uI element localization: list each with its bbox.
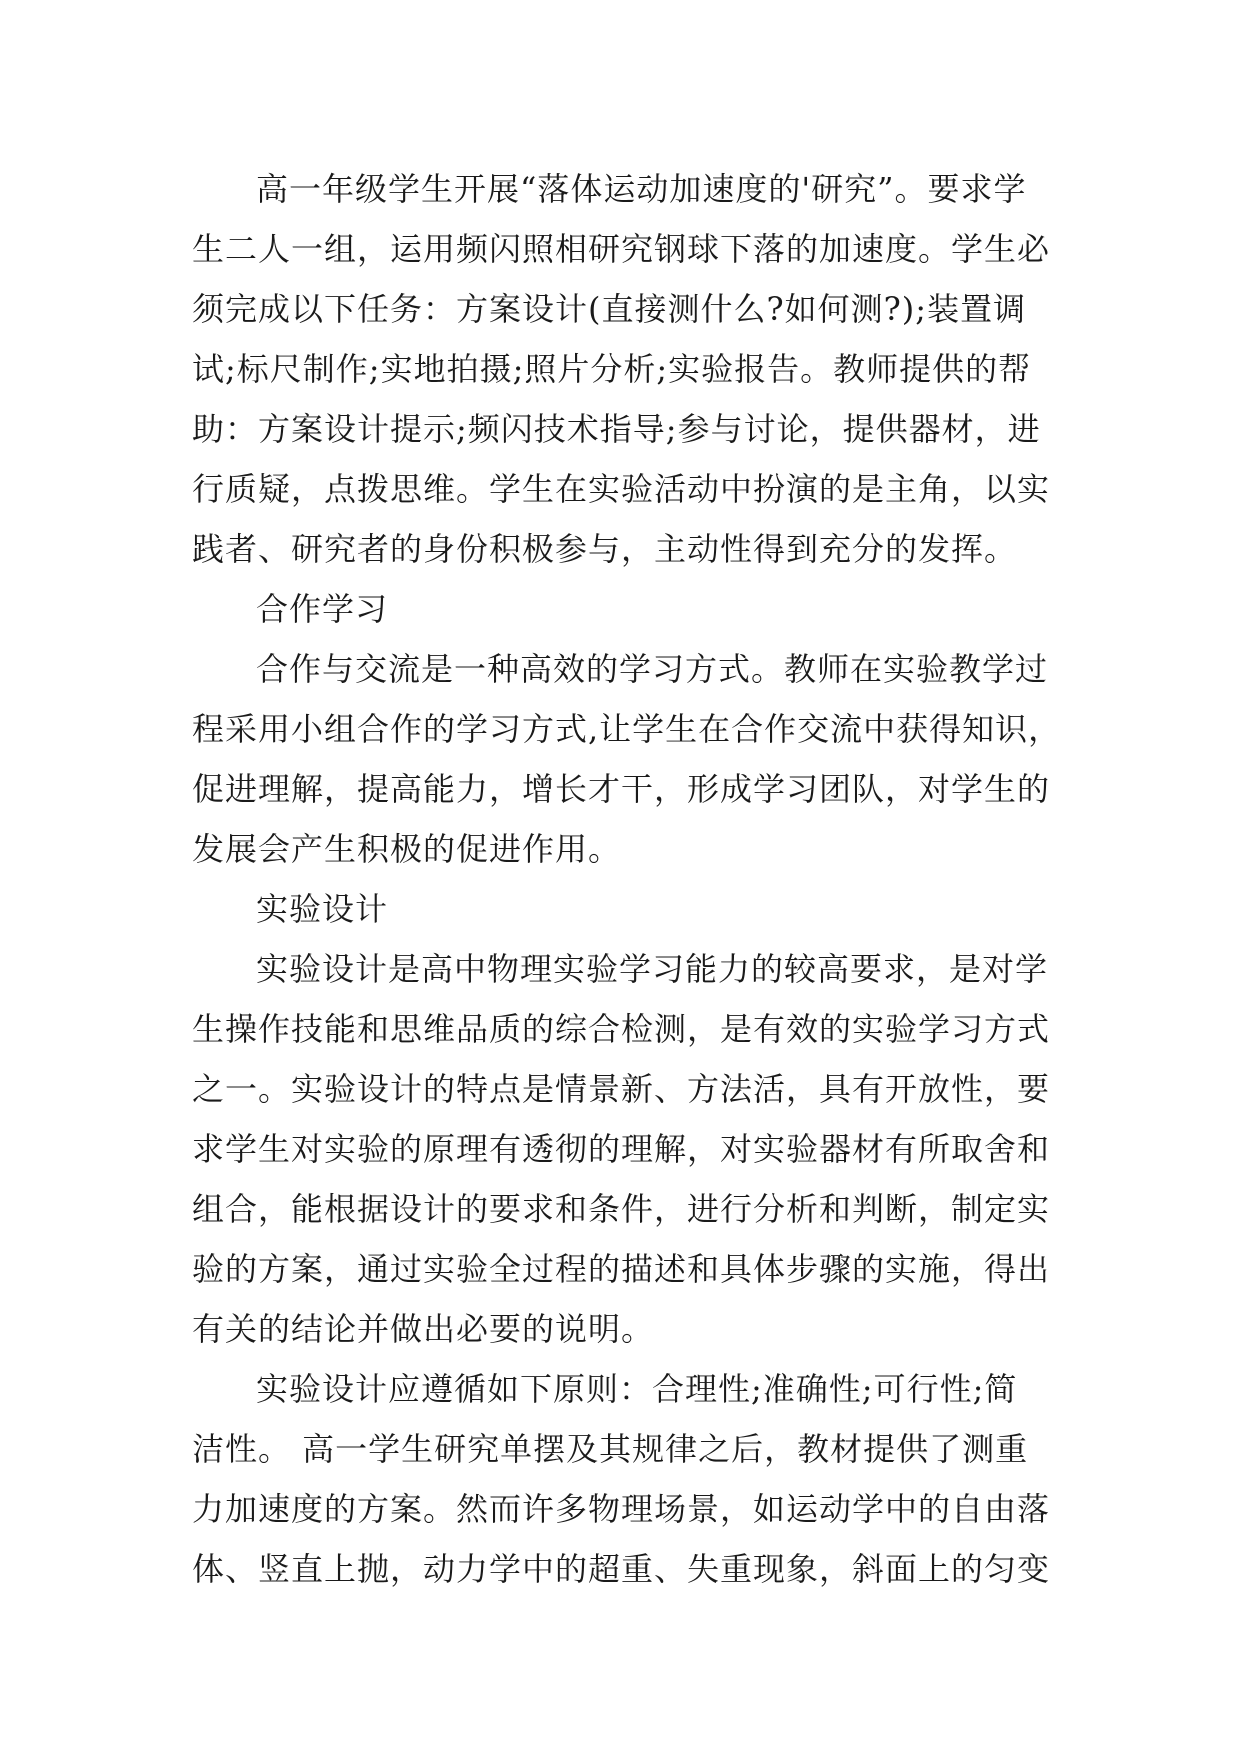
paragraph-line: 行质疑，点拨思维。学生在实验活动中扮演的是主角，以实 xyxy=(192,470,1051,508)
paragraph-line: 试;标尺制作;实地拍摄;照片分析;实验报告。教师提供的帮 xyxy=(192,350,1032,388)
paragraph-line: 促进理解，提高能力，增长才干，形成学习团队，对学生的 xyxy=(192,770,1051,808)
paragraph-line: 体、竖直上抛，动力学中的超重、失重现象，斜面上的匀变 xyxy=(192,1550,1051,1588)
paragraph-line: 实验设计应遵循如下原则：合理性;准确性;可行性;简 xyxy=(256,1370,1018,1408)
paragraph-line: 实验设计是高中物理实验学习能力的较高要求，是对学 xyxy=(256,950,1049,988)
paragraph-line: 力加速度的方案。然而许多物理场景，如运动学中的自由落 xyxy=(192,1490,1051,1528)
paragraph-line: 合作与交流是一种高效的学习方式。教师在实验教学过 xyxy=(256,650,1049,688)
paragraph-line: 发展会产生积极的促进作用。 xyxy=(192,830,622,868)
paragraph-line: 验的方案，通过实验全过程的描述和具体步骤的实施，得出 xyxy=(192,1250,1051,1288)
section-heading: 实验设计 xyxy=(256,890,389,928)
paragraph-line: 之一。实验设计的特点是情景新、方法活，具有开放性，要 xyxy=(192,1070,1051,1108)
paragraph-line: 生二人一组，运用频闪照相研究钢球下落的加速度。学生必 xyxy=(192,230,1051,268)
paragraph-line: 组合，能根据设计的要求和条件，进行分析和判断，制定实 xyxy=(192,1190,1051,1228)
paragraph-line: 践者、研究者的身份积极参与，主动性得到充分的发挥。 xyxy=(192,530,1018,568)
paragraph-line: 有关的结论并做出必要的说明。 xyxy=(192,1310,655,1348)
paragraph-line: 生操作技能和思维品质的综合检测，是有效的实验学习方式 xyxy=(192,1010,1051,1048)
paragraph-line: 求学生对实验的原理有透彻的理解，对实验器材有所取舍和 xyxy=(192,1130,1051,1168)
paragraph-line: 高一年级学生开展“落体运动加速度的'研究”。要求学 xyxy=(256,170,1027,208)
paragraph-line: 须完成以下任务：方案设计(直接测什么?如何测?);装置调 xyxy=(192,290,1027,328)
section-heading: 合作学习 xyxy=(256,590,389,628)
paragraph-line: 助：方案设计提示;频闪技术指导;参与讨论，提供器材，进 xyxy=(192,410,1041,448)
paragraph-line: 程采用小组合作的学习方式,让学生在合作交流中获得知识， xyxy=(192,710,1062,748)
paragraph-line: 洁性。 高一学生研究单摆及其规律之后，教材提供了测重 xyxy=(192,1430,1029,1468)
